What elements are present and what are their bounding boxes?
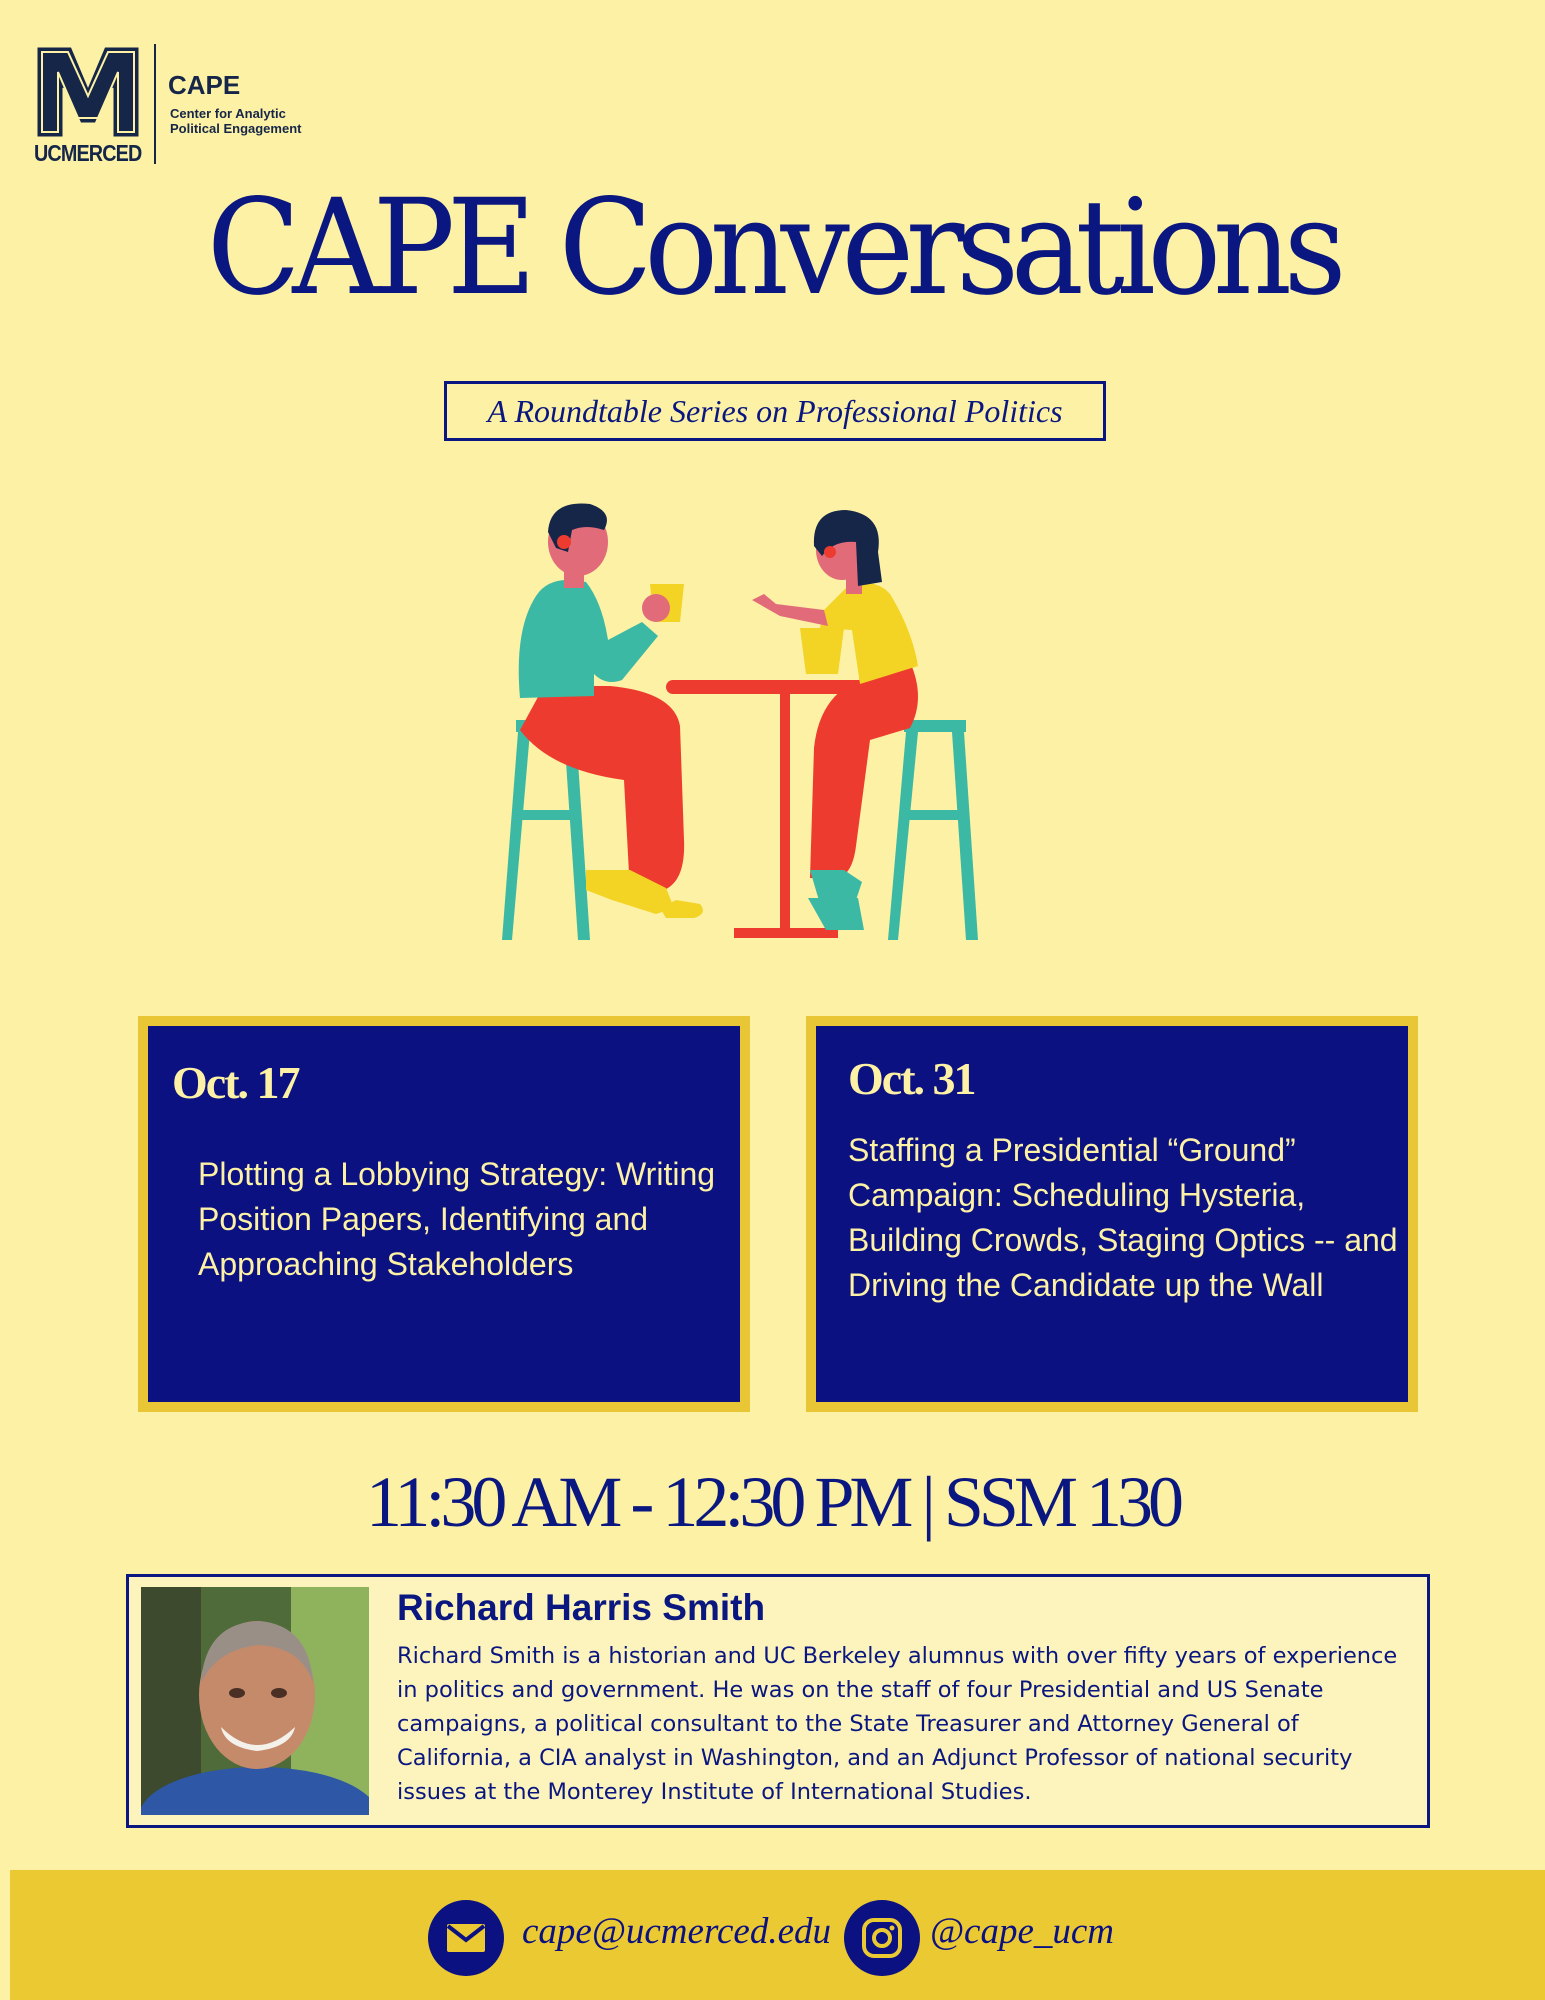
speaker-bio: Richard Smith is a historian and UC Berkeley alumnus with over fifty years of experience in politics and government. He was on the staff of four Presidential and US Senate campaigns, a political consultant to the State Treasurer and Attorney General of California, a CIA analyst in Washington, and an Adjunct Professor of national security issues at the Monterey Institute of International Studies. <box>397 1643 1398 1805</box>
conversation-illustration <box>490 490 1070 950</box>
logo-org-short: CAPE <box>168 70 241 100</box>
logo-org-line1: Center for Analytic <box>170 106 286 121</box>
cup-right <box>800 628 844 674</box>
subtitle: A Roundtable Series on Professional Politics <box>487 392 1063 429</box>
logo-divider <box>154 44 156 164</box>
logo-org-line2: Political Engagement <box>170 121 302 136</box>
envelope-icon[interactable] <box>428 1900 504 1976</box>
ucmerced-m-icon <box>34 44 142 140</box>
session-topic: Plotting a Lobbying Strategy: Writing Position Papers, Identifying and Approaching Stakeholders <box>198 1156 716 1282</box>
speaker-box <box>126 1574 1430 1828</box>
man-figure <box>519 504 703 918</box>
page-title: CAPE Conversations <box>206 171 1339 325</box>
session-topic: Staffing a Presidential “Ground” Campaign: Scheduling Hysteria, Building Crowds, Staging Optics -- and Driving the Candidate up the Wall <box>848 1132 1398 1303</box>
speaker-name: Richard Harris Smith <box>397 1587 766 1628</box>
session-date: Oct. 17 <box>172 1057 299 1108</box>
logo-university-name: UCMERCED <box>34 140 142 166</box>
speaker-photo <box>141 1587 369 1815</box>
email-link[interactable]: cape@ucmerced.edu <box>522 1911 831 1952</box>
session-date: Oct. 31 <box>848 1053 975 1104</box>
woman-figure <box>752 510 918 930</box>
subtitle-box <box>444 381 1106 441</box>
instagram-handle[interactable]: @cape_ucm <box>930 1911 1115 1952</box>
time-location: 11:30 AM - 12:30 PM | SSM 130 <box>366 1462 1179 1542</box>
right-stool <box>888 720 978 940</box>
cape-logo <box>34 44 334 168</box>
instagram-icon[interactable] <box>844 1900 920 1976</box>
session-card-oct17 <box>138 1016 750 1412</box>
session-card-oct31 <box>806 1016 1418 1412</box>
contact-footer <box>10 1870 1545 2000</box>
